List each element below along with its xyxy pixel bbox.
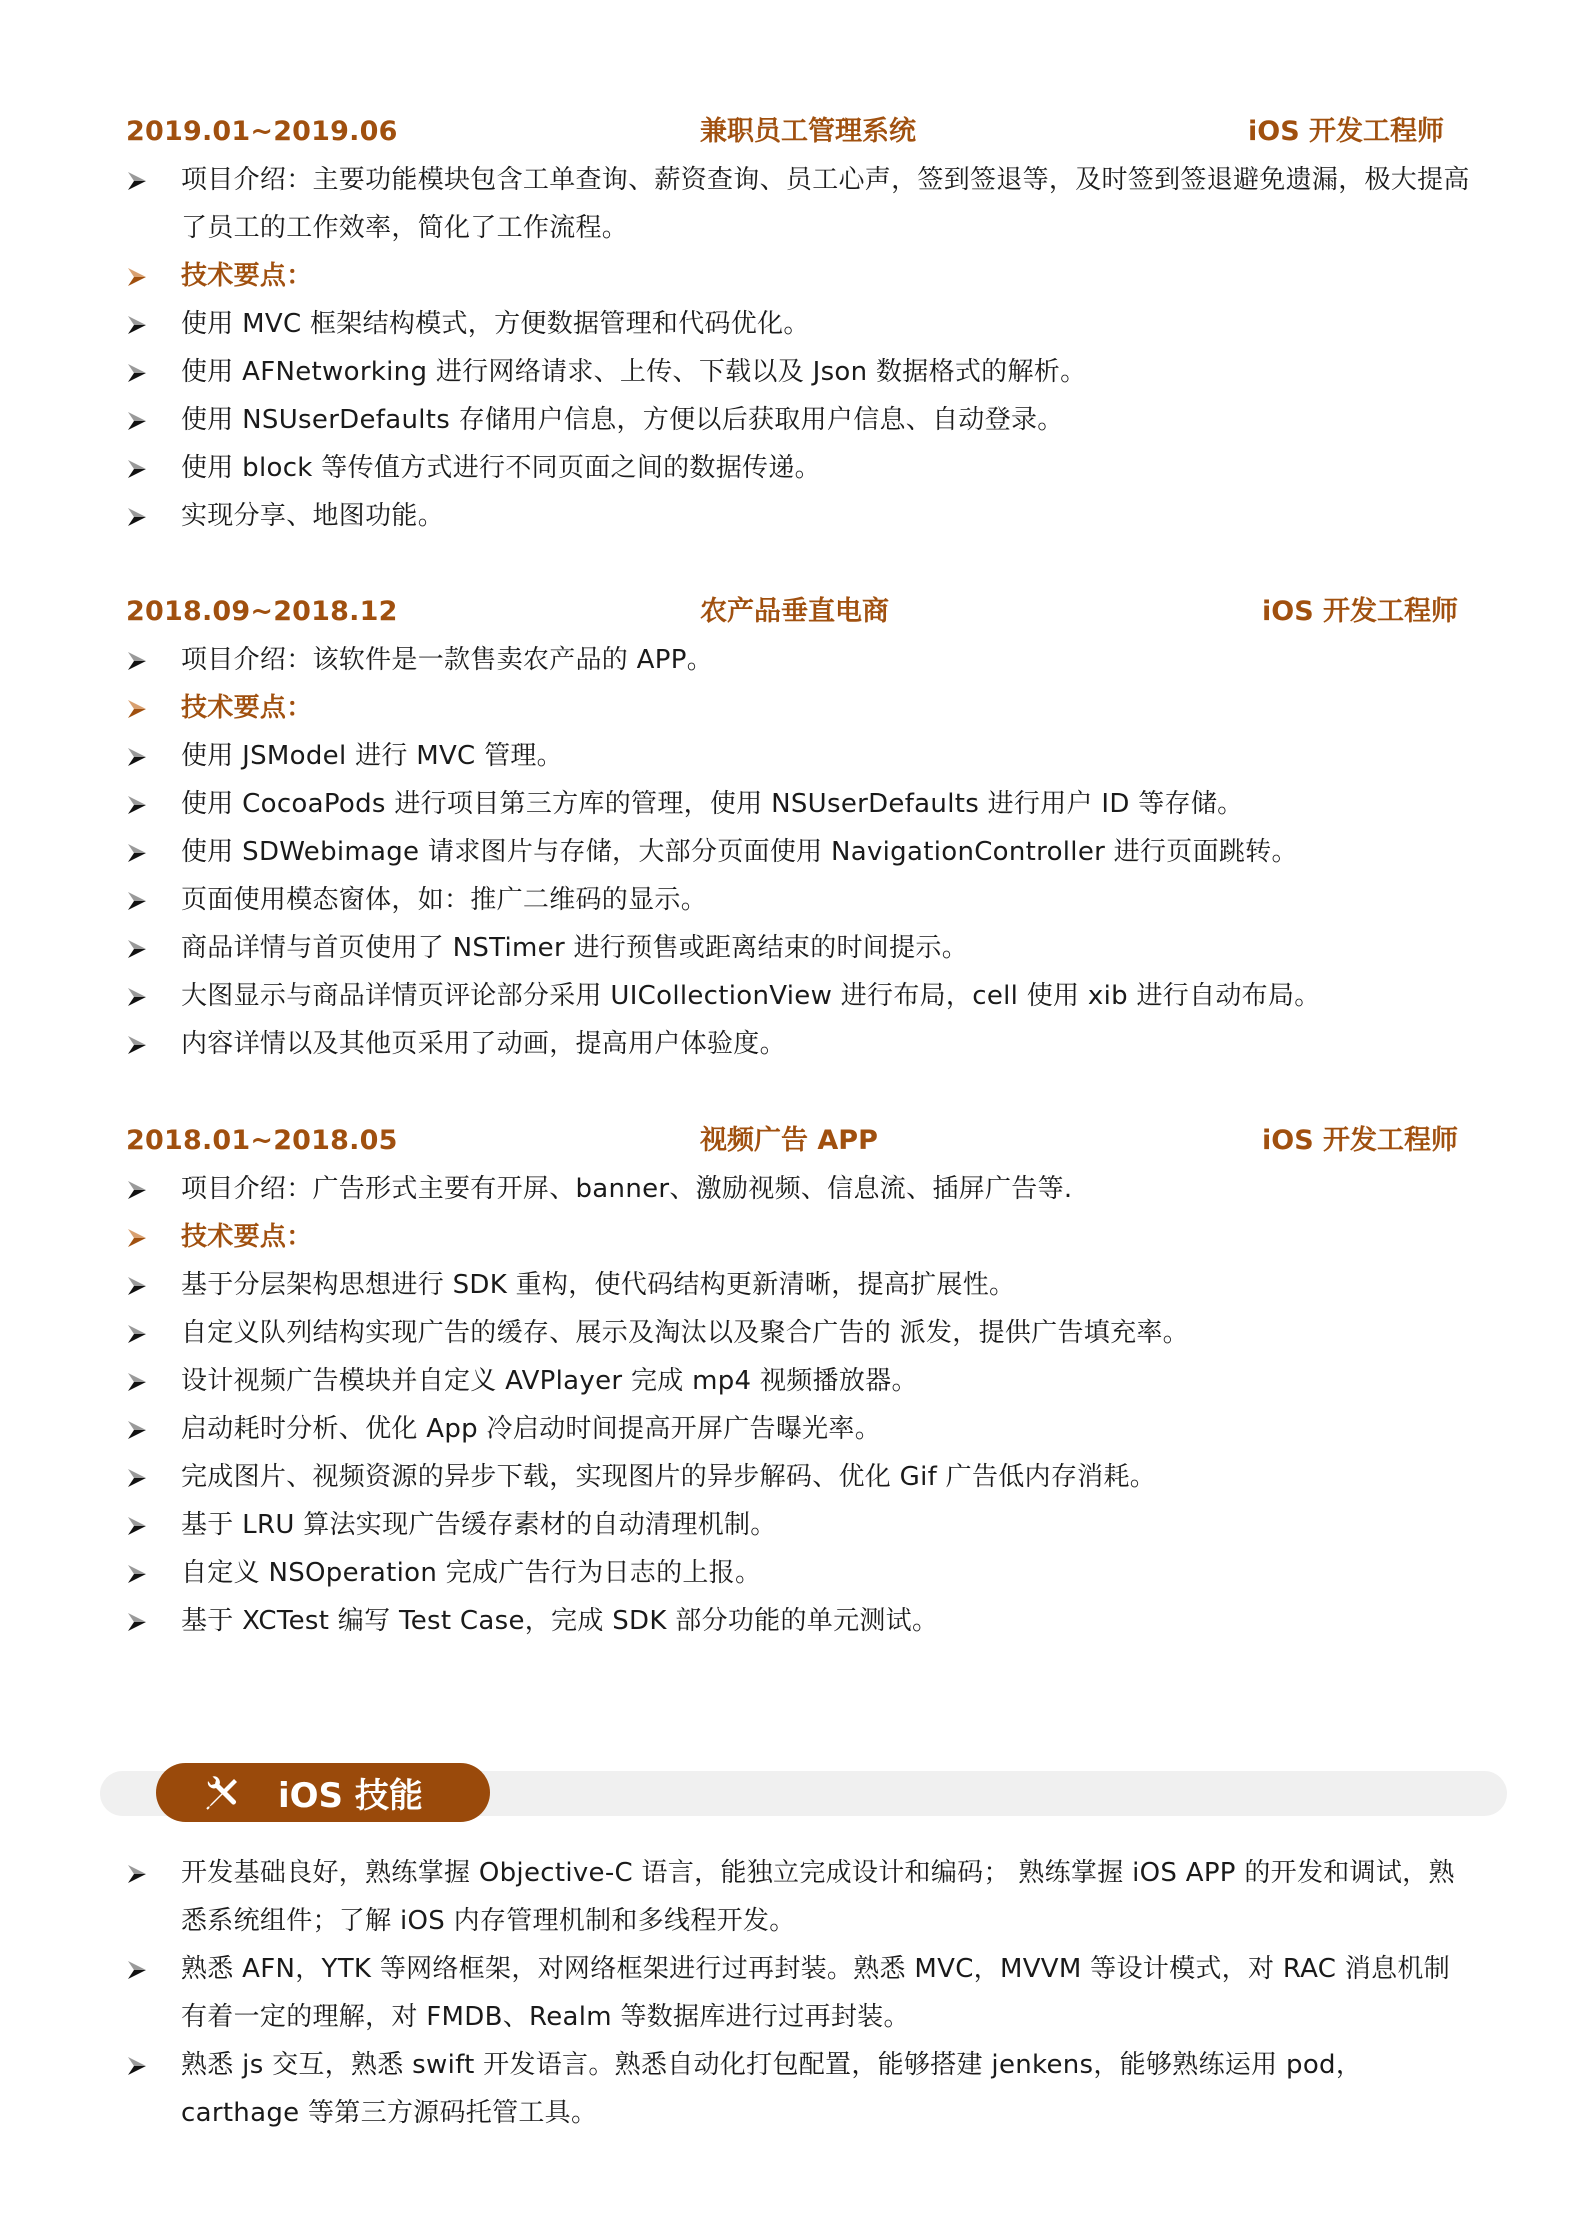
arrow-bullet-icon: [126, 1515, 148, 1537]
tech-point-text: 商品详情与首页使用了 NSTimer 进行预售或距离结束的时间提示。: [181, 933, 969, 963]
tech-point: [0, 1020, 1580, 1068]
tech-point-text: 启动耗时分析、优化 App 冷启动时间提高开屏广告曝光率。: [181, 1414, 882, 1444]
arrow-bullet-icon: [126, 170, 148, 192]
tech-point-text: 使用 MVC 框架结构模式，方便数据管理和代码优化。: [181, 309, 810, 339]
tech-point-text: 使用 CocoaPods 进行项目第三方库的管理，使用 NSUserDefaults 进行用户 ID 等存储。: [181, 789, 1244, 819]
tech-label: [0, 252, 1580, 300]
tech-point: [0, 732, 1580, 780]
tech-point-text: 基于分层架构思想进行 SDK 重构，使代码结构更新清晰，提高扩展性。: [181, 1270, 1016, 1300]
tech-point: [0, 492, 1580, 540]
arrow-bullet-icon: [126, 938, 148, 960]
tech-point: [0, 1405, 1580, 1453]
arrow-bullet-icon: [126, 842, 148, 864]
wrench-screwdriver-icon: [204, 1775, 240, 1811]
arrow-bullet-icon: [126, 698, 148, 720]
arrow-bullet-icon: [126, 266, 148, 288]
project-date: 2018.01~2018.05: [126, 1125, 398, 1156]
tech-point-text: 基于 LRU 算法实现广告缓存素材的自动清理机制。: [181, 1510, 777, 1540]
skills-section: [0, 1849, 1580, 2137]
tech-point-text: 使用 block 等传值方式进行不同页面之间的数据传递。: [181, 453, 821, 483]
arrow-bullet-icon: [126, 314, 148, 336]
arrow-bullet-icon: [126, 1275, 148, 1297]
arrow-bullet-icon: [126, 1179, 148, 1201]
arrow-bullet-icon: [126, 1227, 148, 1249]
tech-point: [0, 1309, 1580, 1357]
arrow-bullet-icon: [126, 1371, 148, 1393]
tech-label-text: 技术要点：: [181, 1222, 313, 1252]
skill-item: [0, 1849, 1580, 1945]
tech-label-text: 技术要点：: [181, 261, 313, 291]
project-section-1: [0, 108, 1580, 540]
skill-item-text: 开发基础良好，熟练掌握 Objective-C 语言，能独立完成设计和编码； 熟练掌握 iOS APP 的开发和调试，熟悉系统组件；了解 iOS 内存管理机制和多线程开发。: [181, 1858, 1455, 1936]
tech-point-text: 内容详情以及其他页采用了动画，提高用户体验度。: [181, 1029, 786, 1059]
arrow-bullet-icon: [126, 1959, 148, 1981]
project-bullets: [0, 636, 1580, 1068]
arrow-bullet-icon: [126, 1863, 148, 1885]
project-bullets: [0, 1165, 1580, 1645]
arrow-bullet-icon: [126, 2055, 148, 2077]
tech-point-text: 使用 AFNetworking 进行网络请求、上传、下载以及 Json 数据格式的解析。: [181, 357, 1087, 387]
section-heading-pill: [156, 1763, 490, 1822]
project-intro-text: 项目介绍：广告形式主要有开屏、banner、激励视频、信息流、插屏广告等.: [181, 1174, 1073, 1204]
arrow-bullet-icon: [126, 1323, 148, 1345]
tech-point: [0, 1453, 1580, 1501]
tech-point-text: 设计视频广告模块并自定义 AVPlayer 完成 mp4 视频播放器。: [181, 1366, 918, 1396]
project-role: iOS 开发工程师: [1262, 596, 1459, 627]
tech-point: [0, 828, 1580, 876]
arrow-bullet-icon: [126, 650, 148, 672]
tech-point-text: 使用 NSUserDefaults 存储用户信息，方便以后获取用户信息、自动登录。: [181, 405, 1064, 435]
arrow-bullet-icon: [126, 890, 148, 912]
skills-bullets: [0, 1849, 1580, 2137]
project-intro-text: 项目介绍：主要功能模块包含工单查询、薪资查询、员工心声，签到签退等，及时签到签退避免遗漏，极大提高了员工的工作效率，简化了工作流程。: [181, 165, 1470, 243]
project-date: 2018.09~2018.12: [126, 596, 398, 627]
tech-point: [0, 924, 1580, 972]
tech-point-text: 使用 SDWebimage 请求图片与存储，大部分页面使用 NavigationController 进行页面跳转。: [181, 837, 1298, 867]
tech-point-text: 自定义 NSOperation 完成广告行为日志的上报。: [181, 1558, 762, 1588]
skill-item: [0, 2041, 1580, 2137]
tech-point: [0, 1357, 1580, 1405]
project-title: 兼职员工管理系统: [700, 116, 916, 147]
tech-point: [0, 876, 1580, 924]
project-role: iOS 开发工程师: [1248, 116, 1445, 147]
tech-point-text: 页面使用模态窗体，如：推广二维码的显示。: [181, 885, 708, 915]
arrow-bullet-icon: [126, 1611, 148, 1633]
tech-point-text: 实现分享、地图功能。: [181, 501, 445, 531]
skill-item: [0, 1945, 1580, 2041]
arrow-bullet-icon: [126, 1419, 148, 1441]
arrow-bullet-icon: [126, 794, 148, 816]
project-intro: [0, 156, 1580, 252]
arrow-bullet-icon: [126, 458, 148, 480]
tech-point: [0, 1549, 1580, 1597]
project-title: 视频广告 APP: [700, 1125, 878, 1156]
project-intro: [0, 1165, 1580, 1213]
tech-point: [0, 972, 1580, 1020]
arrow-bullet-icon: [126, 1467, 148, 1489]
tech-label-text: 技术要点：: [181, 693, 313, 723]
project-header: [0, 1117, 1580, 1165]
tech-point-text: 自定义队列结构实现广告的缓存、展示及淘汰以及聚合广告的 派发，提供广告填充率。: [181, 1318, 1189, 1348]
arrow-bullet-icon: [126, 746, 148, 768]
arrow-bullet-icon: [126, 410, 148, 432]
project-section-2: [0, 588, 1580, 1068]
arrow-bullet-icon: [126, 362, 148, 384]
tech-label: [0, 684, 1580, 732]
section-heading-title: iOS 技能: [278, 1776, 423, 1816]
tech-point-text: 完成图片、视频资源的异步下载，实现图片的异步解码、优化 Gif 广告低内存消耗。: [181, 1462, 1157, 1492]
arrow-bullet-icon: [126, 1563, 148, 1585]
project-role: iOS 开发工程师: [1262, 1125, 1459, 1156]
tech-point-text: 基于 XCTest 编写 Test Case，完成 SDK 部分功能的单元测试。: [181, 1606, 939, 1636]
tech-point-text: 大图显示与商品详情页评论部分采用 UICollectionView 进行布局，cell 使用 xib 进行自动布局。: [181, 981, 1321, 1011]
tech-point: [0, 780, 1580, 828]
project-section-3: [0, 1117, 1580, 1645]
project-bullets: [0, 156, 1580, 540]
arrow-bullet-icon: [126, 506, 148, 528]
tech-point: [0, 444, 1580, 492]
project-intro-text: 项目介绍：该软件是一款售卖农产品的 APP。: [181, 645, 714, 675]
project-header: [0, 588, 1580, 636]
project-date: 2019.01~2019.06: [126, 116, 398, 147]
arrow-bullet-icon: [126, 986, 148, 1008]
tech-point: [0, 348, 1580, 396]
tech-point: [0, 300, 1580, 348]
tech-point: [0, 1261, 1580, 1309]
project-header: [0, 108, 1580, 156]
skill-item-text: 熟悉 AFN，YTK 等网络框架，对网络框架进行过再封装。熟悉 MVC，MVVM 等设计模式，对 RAC 消息机制有着一定的理解，对 FMDB、Realm 等数据库进行过再封装。: [181, 1954, 1450, 2032]
arrow-bullet-icon: [126, 1034, 148, 1056]
tech-point: [0, 1501, 1580, 1549]
tech-label: [0, 1213, 1580, 1261]
tech-point: [0, 1597, 1580, 1645]
tech-point: [0, 396, 1580, 444]
skill-item-text: 熟悉 js 交互，熟悉 swift 开发语言。熟悉自动化打包配置，能够搭建 jenkens，能够熟练运用 pod，carthage 等第三方源码托管工具。: [181, 2050, 1363, 2128]
tech-point-text: 使用 JSModel 进行 MVC 管理。: [181, 741, 563, 771]
project-title: 农产品垂直电商: [700, 596, 889, 627]
project-intro: [0, 636, 1580, 684]
